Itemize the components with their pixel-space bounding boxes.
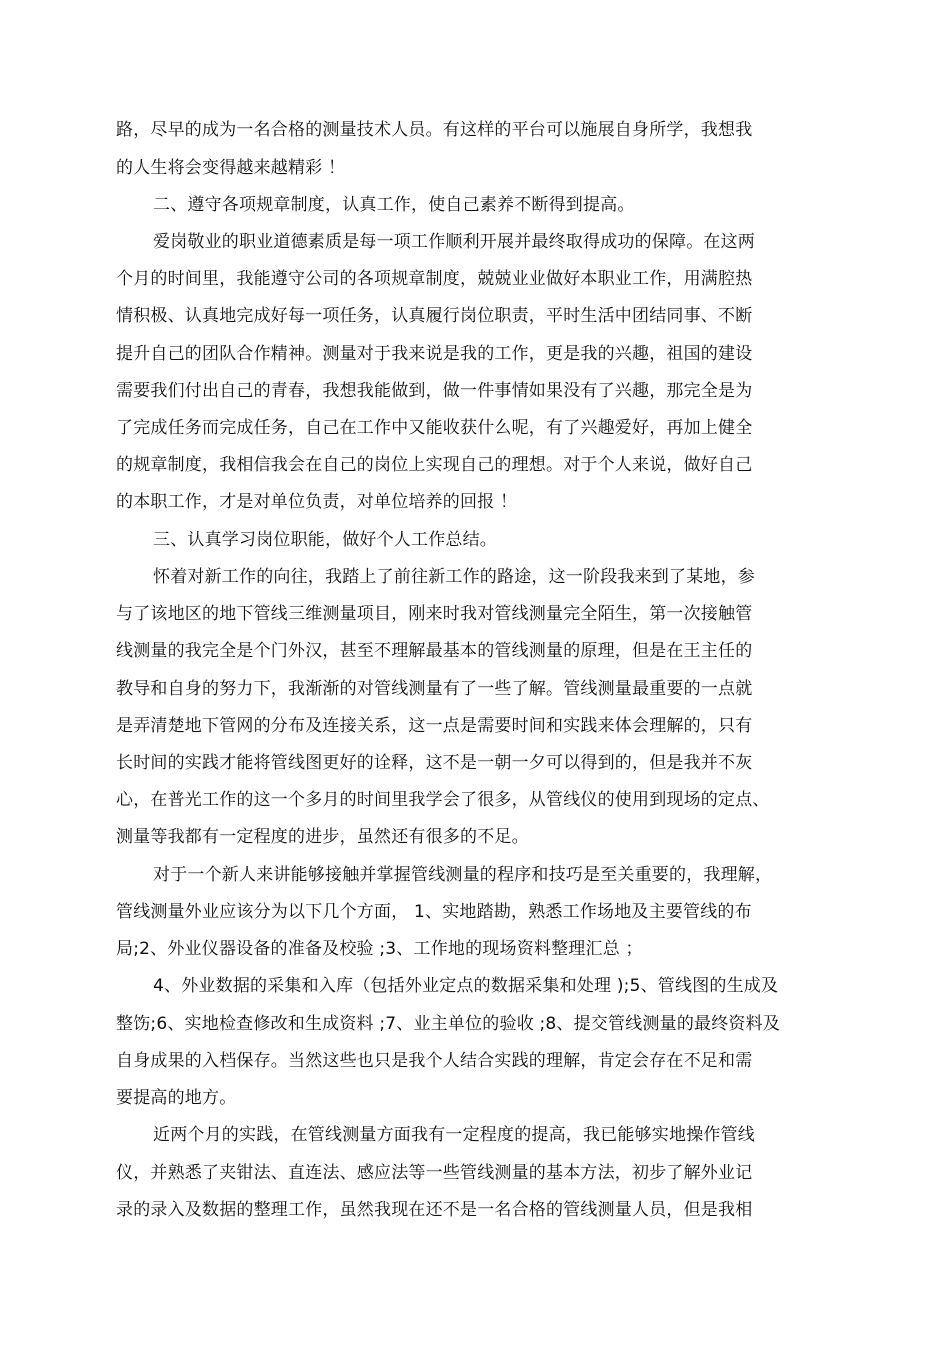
- text-line: 教导和自身的努力下，我渐渐的对管线测量有了一些了解。管线测量最重要的一点就: [116, 679, 753, 699]
- text-line: 情积极、认真地完成好每一项任务，认真履行岗位职责，平时生活中团结同事、不断: [116, 306, 753, 326]
- text-line: 怀着对新工作的向往，我踏上了前往新工作的路途，这一阶段我来到了某地，参: [153, 567, 755, 587]
- text-line: 线测量的我完全是个门外汉，甚至不理解最基本的管线测量的原理，但是在王主任的: [116, 641, 753, 661]
- text-line: 管线测量外业应该分为以下几个方面， 1、实地踏勘，熟悉工作场地及主要管线的布: [116, 902, 752, 922]
- text-line: 爱岗敬业的职业道德素质是每一项工作顺利开展并最终取得成功的保障。在这两: [153, 232, 755, 252]
- text-line: 长时间的实践才能将管线图更好的诠释，这不是一朝一夕可以得到的，但是我并不灰: [116, 753, 753, 773]
- text-line: 整饬;6、实地检查修改和生成资料 ;7、业主单位的验收 ;8、提交管线测量的最终资料及: [116, 1014, 781, 1034]
- text-line: 测量等我都有一定程度的进步，虽然还有很多的不足。: [116, 827, 529, 847]
- text-line: 近两个月的实践，在管线测量方面我有一定程度的提高，我已能够实地操作管线: [153, 1125, 755, 1145]
- text-line: 4、外业数据的采集和入库（包括外业定点的数据采集和处理 );5、管线图的生成及: [153, 976, 779, 996]
- text-line: 路，尽早的成为一名合格的测量技术人员。有这样的平台可以施展自身所学，我想我: [116, 120, 753, 140]
- text-line: 心，在普光工作的这一个多月的时间里我学会了很多，从管线仪的使用到现场的定点、: [116, 790, 770, 810]
- text-line: 要提高的地方。: [116, 1088, 237, 1108]
- text-line: 局;2、外业仪器设备的准备及校验 ;3、工作地的现场资料整理汇总 ；: [116, 939, 643, 959]
- text-line: 的本职工作，才是对单位负责，对单位培养的回报 ！: [116, 492, 518, 512]
- text-line: 录的录入及数据的整理工作，虽然我现在还不是一名合格的管线测量人员，但是我相: [116, 1200, 753, 1220]
- text-line: 是弄清楚地下管网的分布及连接关系，这一点是需要时间和实践来体会理解的，只有: [116, 716, 753, 736]
- section-heading: 二、遵守各项规章制度，认真工作，使自己素养不断得到提高。: [153, 195, 635, 215]
- text-line: 提升自己的团队合作精神。测量对于我来说是我的工作，更是我的兴趣，祖国的建设: [116, 344, 753, 364]
- section-heading: 三、认真学习岗位职能，做好个人工作总结。: [153, 530, 497, 550]
- text-line: 仪，并熟悉了夹钳法、直连法、感应法等一些管线测量的基本方法，初步了解外业记: [116, 1163, 753, 1183]
- text-line: 的人生将会变得越来越精彩 ！: [116, 158, 346, 178]
- text-line: 对于一个新人来讲能够接触并掌握管线测量的程序和技巧是至关重要的，我理解，: [153, 865, 773, 885]
- text-line: 了完成任务而完成任务，自己在工作中又能收获什么呢，有了兴趣爱好，再加上健全: [116, 418, 753, 438]
- text-line: 的规章制度，我相信我会在自己的岗位上实现自己的理想。对于个人来说，做好自己: [116, 455, 753, 475]
- text-line: 个月的时间里，我能遵守公司的各项规章制度，兢兢业业做好本职业工作，用满腔热: [116, 269, 753, 289]
- text-line: 与了该地区的地下管线三维测量项目，刚来时我对管线测量完全陌生，第一次接触管: [116, 604, 753, 624]
- text-line: 自身成果的入档保存。当然这些也只是我个人结合实践的理解，肯定会存在不足和需: [116, 1051, 753, 1071]
- text-line: 需要我们付出自己的青春，我想我能做到，做一件事情如果没有了兴趣，那完全是为: [116, 381, 753, 401]
